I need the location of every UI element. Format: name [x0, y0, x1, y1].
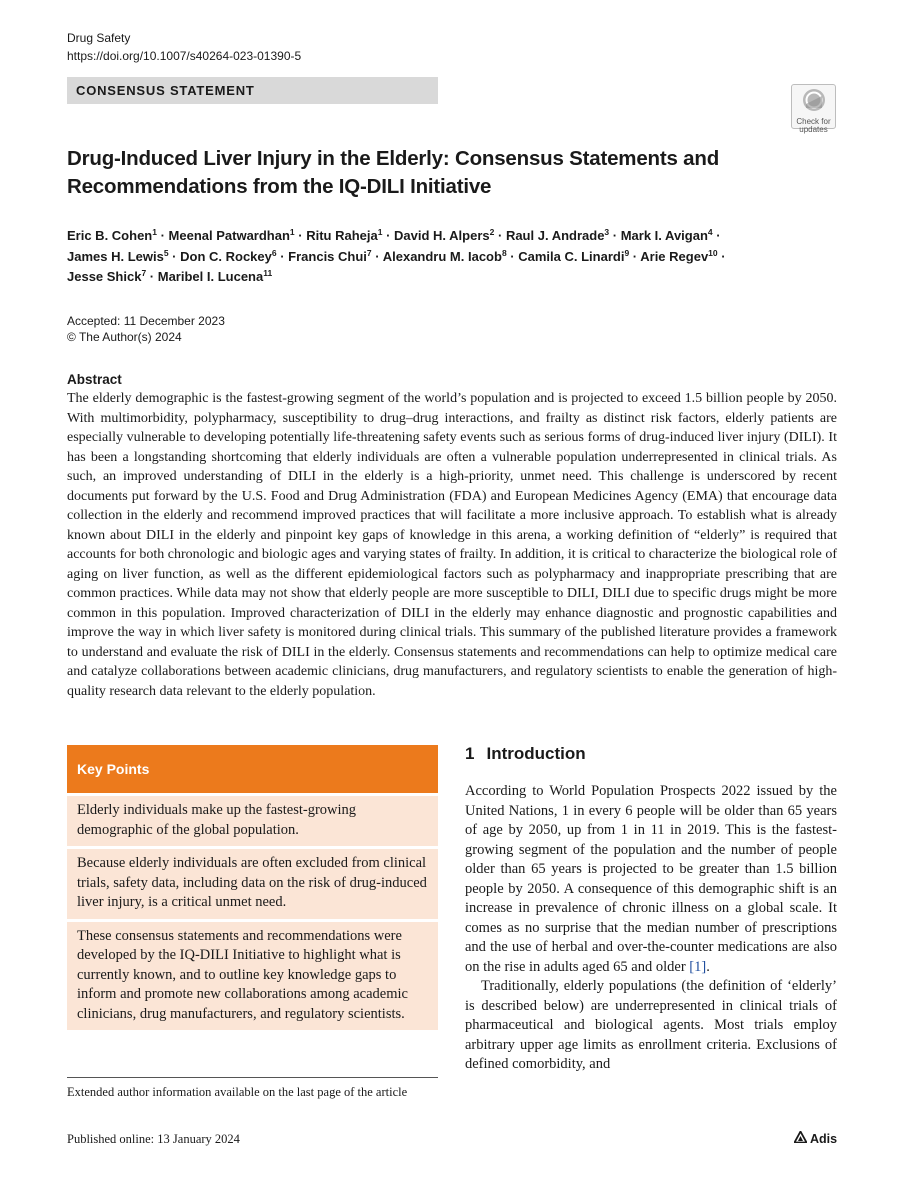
journal-name: Drug Safety	[67, 31, 131, 45]
introduction-body	[465, 782, 837, 1075]
article-dates	[67, 313, 225, 345]
affiliation-number: 8	[501, 247, 507, 258]
affiliation-number: 1	[377, 227, 383, 237]
published-online-date: Published online: 13 January 2024	[67, 1132, 240, 1146]
author-name[interactable]: Ritu Raheja$^1$	[306, 227, 383, 243]
intro-paragraph-1	[465, 782, 837, 977]
affiliation-number: 7	[141, 268, 147, 278]
affiliation-number: 6	[271, 247, 277, 258]
key-point-item: These consensus statements and recommendations were developed by the IQ-DILI Initiative to highlight what is currently known, and to outline key knowledge gaps to inform and promote new collaborations among academic clinicians, drug manufacturers, and regulatory scientists.	[67, 922, 438, 1031]
author-name[interactable]: Maribel I. Lucena$^{11}$	[157, 268, 273, 284]
author-name[interactable]: Alexandru M. Iacob$^8$	[382, 247, 507, 264]
section-heading-introduction	[465, 744, 586, 764]
check-for-updates-label: Check for updates	[796, 117, 831, 134]
author-name[interactable]: James H. Lewis$^5$	[67, 247, 169, 264]
author-name[interactable]: Don C. Rockey$^6$	[180, 247, 277, 264]
intro-paragraph-1-end: .	[706, 958, 710, 975]
affiliation-number: 9	[624, 247, 630, 258]
doi-link[interactable]: https://doi.org/10.1007/s40264-023-01390-5	[67, 49, 302, 63]
article-type-banner: CONSENSUS STATEMENT	[67, 77, 438, 104]
affiliation-number: 11	[263, 268, 273, 278]
intro-paragraph-2: Traditionally, elderly populations (the definition of ‘elderly’ is described below) are underrepresented in clinical trials of pharmaceutical and biological agents. Most trials employ arbitrary upper age limits as enrollment criteria. Exclusions of defined comorbidity, and	[465, 978, 837, 1072]
affiliation-number: 5	[163, 247, 169, 258]
key-points-heading: Key Points	[67, 745, 438, 793]
abstract-body: The elderly demographic is the fastest-growing segment of the world’s population and is projected to exceed 1.5 billion people by 2050. With multimorbidity, polypharmacy, susceptibility to drug–drug interactions, and frailty as distinct risk factors, elderly patients are especially vulnerable to developing potentially life-threatening safety events such as serious forms of drug-induced liver injury (DILI). It has been a longstanding shortcoming that elderly individuals are often a vulnerable population underrepresented in clinical trials. As such, an improved understanding of DILI in the elderly is a high-priority, unmet need. This challenge is underscored by recent documents put forward by the U.S. Food and Drug Administration (FDA) and European Medicines Agency (EMA) that encourage data collection in the elderly and recommend improved practices that will facilitate a more inclusive approach. To establish what is already known about DILI in the elderly and pinpoint key gaps of knowledge in this arena, a working definition of “elderly” is required that accounts for both chronologic and biologic ages and varying states of frailty. In addition, it is critical to characterize the biological role of aging on liver function, as well as the different epidemiological factors such as polypharmacy and inappropriate prescribing that are common practices. While data may not show that elderly people are more susceptible to DILI, DILI due to specific drugs might be more common in this population. Improved characterization of DILI in the elderly may enhance diagnostic and prognostic capabilities and improve the way in which liver safety is monitored during clinical trials. This summary of the published literature provides a framework to understand and evaluate the risk of DILI in the elderly. Consensus statements and recommendations can help to optimize medical care and catalyze collaborations between academic clinicians, drug manufacturers, and regulatory scientists to enable the generation of high-quality research data relevant to the elderly population.	[67, 391, 837, 699]
affiliation-number: 1	[289, 227, 295, 237]
author-name[interactable]: Camila C. Linardi$^9$	[518, 247, 630, 264]
copyright-line: © The Author(s) 2024	[67, 330, 182, 344]
affiliation-number: 7	[366, 247, 372, 258]
publisher-name: Adis	[810, 1131, 838, 1146]
affiliation-number: 10	[708, 247, 718, 258]
affiliation-number: 3	[604, 227, 610, 237]
author-name[interactable]: Eric B. Cohen$^1$	[67, 227, 157, 243]
citation-link[interactable]: [1]	[689, 958, 707, 975]
footnote-divider	[67, 1077, 438, 1078]
adis-triangle-icon	[794, 1131, 807, 1146]
author-name[interactable]: Francis Chui$^7$	[288, 247, 372, 264]
affiliation-number: 2	[489, 227, 495, 237]
author-name[interactable]: Arie Regev$^{10}$	[640, 247, 718, 264]
publisher-logo	[794, 1131, 837, 1146]
author-info-footnote: Extended author information available on the last page of the article	[67, 1085, 408, 1099]
affiliation-number: 1	[152, 227, 157, 237]
key-point-item: Elderly individuals make up the fastest-growing demographic of the global population.	[67, 796, 438, 846]
author-name[interactable]: Raul J. Andrade$^3$	[505, 227, 610, 243]
abstract-heading: Abstract	[67, 372, 122, 387]
accepted-date: Accepted: 11 December 2023	[67, 314, 225, 328]
author-name[interactable]: Mark I. Avigan$^4$	[620, 227, 713, 243]
intro-paragraph-1-text: According to World Population Prospects 2022 issued by the United Nations, 1 in every 6 people will be older than 65 years of age by 2050, up from 1 in 11 in 2019. This is the fastest-growing segment of the population and the number of people older than 65 years is projected to be greater than 1.5 billion people by 2050. A consequence of this demographic shift is an increase in prevalence of chronic illness on a global scale. It comes as no surprise that the median number of prescriptions and the use of herbal and over-the-counter medications are also on the rise in adults aged 65 and older	[465, 783, 837, 975]
check-for-updates-button[interactable]	[791, 84, 836, 134]
check-for-updates-icon	[802, 88, 826, 117]
author-name[interactable]: David H. Alpers$^2$	[394, 227, 495, 243]
section-number: 1	[465, 744, 475, 763]
affiliation-number: 4	[707, 227, 713, 237]
author-list: Eric B. Cohen$^1$ · Meenal Patwardhan$^1$ · Ritu Raheja$^1$ · David H. Alpers$^2$ · Raul J. Andrade$^3$ · Mark I. Avigan$^4$ · James H. Lewis$^5$ · Don C. Rockey$^6$ · Francis Chui$^7$ · Alexandru M. Iacob$^8$ · Camila C. Linardi$^9$ · Arie Regev$^{10}$ · Jesse Shick$^7$ · Maribel I. Lucena$^{11}$	[67, 227, 726, 284]
article-title: Drug-Induced Liver Injury in the Elderly: Consensus Statements and Recommendations from the IQ-DILI Initiative	[67, 147, 720, 198]
section-title: Introduction	[486, 744, 586, 763]
key-point-item: Because elderly individuals are often excluded from clinical trials, safety data, including data on the risk of drug-induced liver injury, is a critical unmet need.	[67, 849, 438, 919]
author-name[interactable]: Jesse Shick$^7$	[67, 268, 147, 284]
key-points-box	[67, 745, 438, 1030]
author-name[interactable]: Meenal Patwardhan$^1$	[168, 227, 295, 243]
